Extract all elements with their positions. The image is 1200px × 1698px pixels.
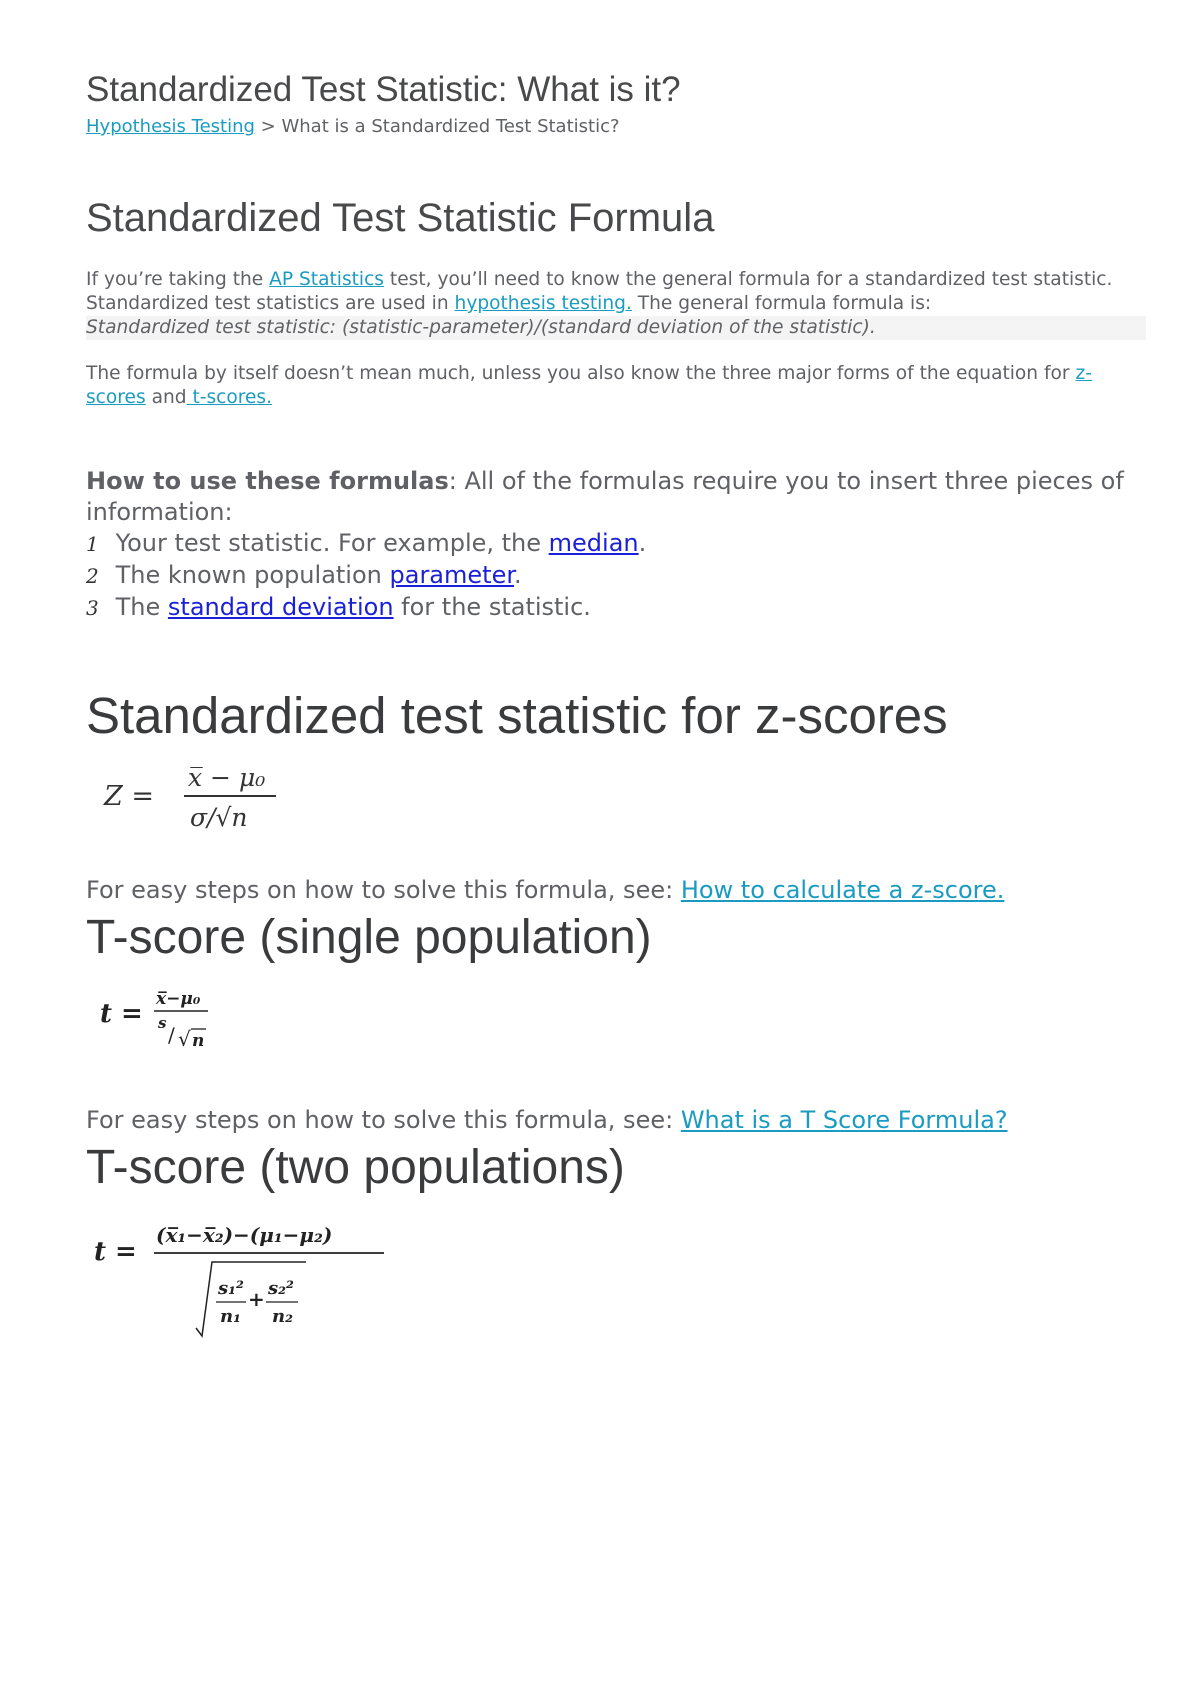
eq-lhs: t = (100, 999, 143, 1029)
eq-numerator: x̅−μ₀ (156, 989, 201, 1009)
list-text: for the statistic. (393, 593, 591, 621)
eq-n: n (192, 1031, 205, 1051)
forms-paragraph (86, 362, 1146, 410)
eq-lhs: Z = (104, 781, 154, 812)
forms-text-a: The formula by itself doesn’t mean much, unless you also know the three major forms of the equation for (86, 363, 1076, 384)
list-text: . (514, 561, 522, 589)
how-to-intro (86, 466, 1146, 528)
sqrt-icon: √ (178, 1027, 191, 1051)
breadcrumb-link-hypothesis-testing[interactable]: Hypothesis Testing (86, 116, 255, 137)
how-to-use-block (86, 466, 1146, 624)
forms-text-b: and (145, 387, 187, 408)
link-parameter[interactable]: parameter (389, 561, 514, 589)
list-text: The (108, 593, 168, 621)
steps-text: For easy steps on how to solve this formula, see: (86, 1106, 681, 1134)
list-number: 3 (86, 596, 99, 620)
general-formula: Standardized test statistic: (statistic-parameter)/(standard deviation of the statistic). (86, 316, 1146, 340)
how-to-text: : All of the formulas require you to insert three pieces of information: (86, 467, 1124, 526)
eq-n1: n₁ (220, 1306, 241, 1327)
list-item (86, 560, 1146, 592)
breadcrumb-current: What is a Standardized Test Statistic? (281, 116, 620, 137)
z-score-steps (86, 876, 1004, 904)
eq-numerator: x̅ − μ₀ (188, 763, 266, 792)
intro-text-a: If you’re taking the (86, 269, 270, 290)
link-t-score-formula[interactable]: What is a T Score Formula? (680, 1106, 1008, 1134)
section-heading-formula: Standardized Test Statistic Formula (86, 196, 715, 240)
link-calculate-z-score[interactable]: How to calculate a z-score. (680, 876, 1005, 904)
page-title: Standardized Test Statistic: What is it? (86, 70, 681, 109)
t-score-single-equation (100, 988, 240, 1068)
list-text: The known population (108, 561, 390, 589)
eq-plus: + (248, 1287, 265, 1311)
t-score-steps (86, 1106, 1008, 1134)
eq-s: s (158, 1014, 167, 1032)
how-to-bold: How to use these formulas (86, 467, 449, 495)
eq-denominator: σ/√n (190, 803, 248, 832)
eq-n2: n₂ (272, 1306, 293, 1327)
t-score-two-equation (94, 1218, 394, 1348)
eq-lhs: t = (94, 1237, 137, 1267)
link-hypothesis-testing[interactable]: hypothesis testing. (454, 293, 632, 314)
z-score-equation (104, 760, 304, 840)
list-item (86, 592, 1146, 624)
link-standard-deviation[interactable]: standard deviation (167, 593, 394, 621)
list-text: . (638, 529, 647, 557)
intro-text-b: test, you’ll need to know the general formula for a standardized test statistic. Standardized test statistics are used in (86, 269, 1113, 314)
list-number: 2 (86, 564, 99, 588)
eq-slash: / (168, 1023, 175, 1047)
heading-z-scores: Standardized test statistic for z-scores (86, 687, 948, 744)
list-item (86, 528, 1146, 560)
steps-text: For easy steps on how to solve this formula, see: (86, 876, 681, 904)
link-median[interactable]: median (548, 529, 639, 557)
intro-paragraph (86, 268, 1146, 340)
intro-text-c: The general formula formula is: (631, 293, 932, 314)
breadcrumb-separator: > (254, 116, 282, 137)
list-text: Your test statistic. For example, the (108, 529, 549, 557)
link-z-scores[interactable]: z-scores (86, 363, 1092, 408)
list-number: 1 (86, 532, 99, 556)
heading-t-score-single: T-score (single population) (86, 911, 652, 964)
heading-t-score-two: T-score (two populations) (86, 1141, 625, 1194)
eq-numerator: (x̅₁−x̅₂)−(μ₁−μ₂) (156, 1223, 333, 1247)
eq-s1-squared: s₁² (218, 1278, 244, 1299)
eq-s2-squared: s₂² (268, 1278, 294, 1299)
link-t-scores[interactable]: t-scores. (186, 387, 273, 408)
link-ap-statistics[interactable]: AP Statistics (269, 269, 384, 290)
breadcrumb (86, 116, 620, 137)
